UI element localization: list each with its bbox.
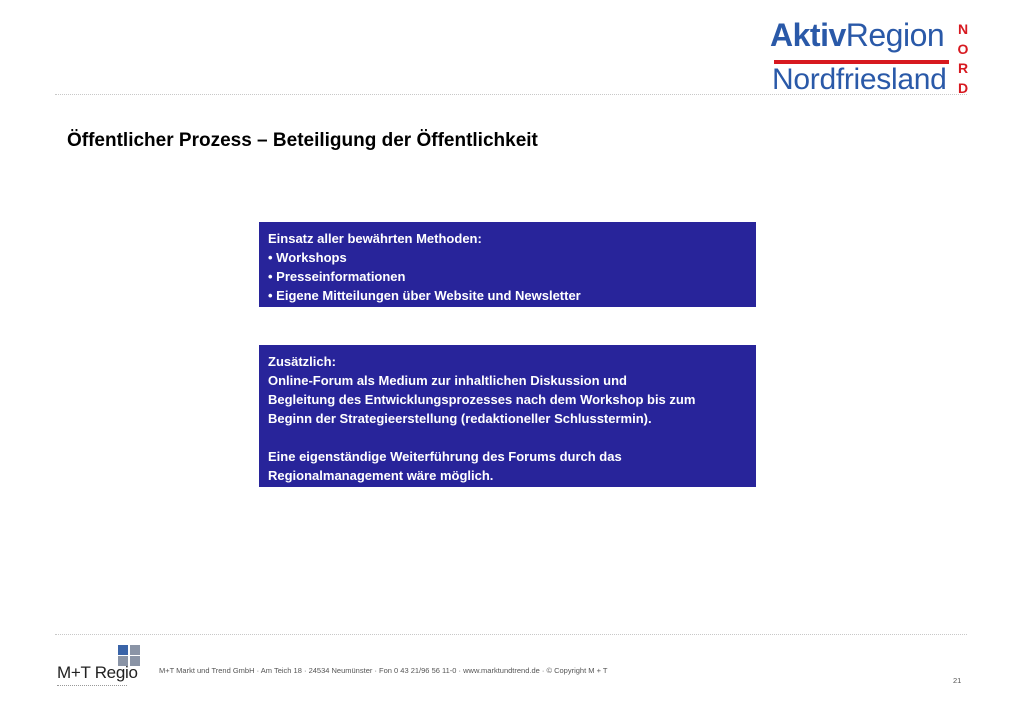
- forum-box-line: Eine eigenständige Weiterführung des Forums durch das: [268, 449, 622, 464]
- page-number: 21: [953, 676, 962, 685]
- forum-box-line: Regionalmanagement wäre möglich.: [268, 468, 494, 483]
- methods-box-line: • Eigene Mitteilungen über Website und Newsletter: [268, 288, 581, 303]
- slide-title: Öffentlicher Prozess – Beteiligung der Öffentlichkeit: [67, 130, 538, 151]
- mt-regio-logo: [57, 645, 142, 693]
- paragraph-gap: [268, 428, 747, 447]
- forum-box: [259, 345, 756, 487]
- forum-box-line: Beginn der Strategieerstellung (redaktioneller Schlusstermin).: [268, 411, 652, 426]
- logo-letter: N: [957, 21, 969, 37]
- logo-letter: O: [957, 40, 969, 57]
- logo-line1: AktivRegion: [770, 17, 945, 53]
- footer-divider: [55, 634, 967, 635]
- forum-box-line: Zusätzlich:: [268, 354, 336, 369]
- header-divider: [55, 94, 967, 95]
- methods-box-line: • Presseinformationen: [268, 269, 406, 284]
- methods-box: [259, 222, 756, 307]
- aktivregion-logo: [770, 14, 975, 96]
- methods-box-line: • Workshops: [268, 250, 347, 265]
- footer-text: M+T Markt und Trend GmbH · Am Teich 18 · 24534 Neumünster · Fon 0 43 21/96 56 11-0 · www.marktundtrend.de · © Copyright M + T: [159, 666, 608, 675]
- logo-subline: [57, 685, 127, 689]
- logo-side-letters: [956, 20, 970, 98]
- methods-box-line: Einsatz aller bewährten Methoden:: [268, 231, 482, 246]
- logo-letter: D: [957, 79, 969, 96]
- logo-letter: R: [957, 60, 969, 76]
- logo-square: [130, 645, 140, 655]
- logo-square: [118, 645, 128, 655]
- logo-line2: Nordfriesland: [772, 63, 947, 96]
- mt-regio-logo-text: M+T Regio: [57, 663, 138, 682]
- forum-box-line: Online-Forum als Medium zur inhaltlichen Diskussion und: [268, 373, 627, 388]
- forum-box-line: Begleitung des Entwicklungsprozesses nach dem Workshop bis zum: [268, 392, 696, 407]
